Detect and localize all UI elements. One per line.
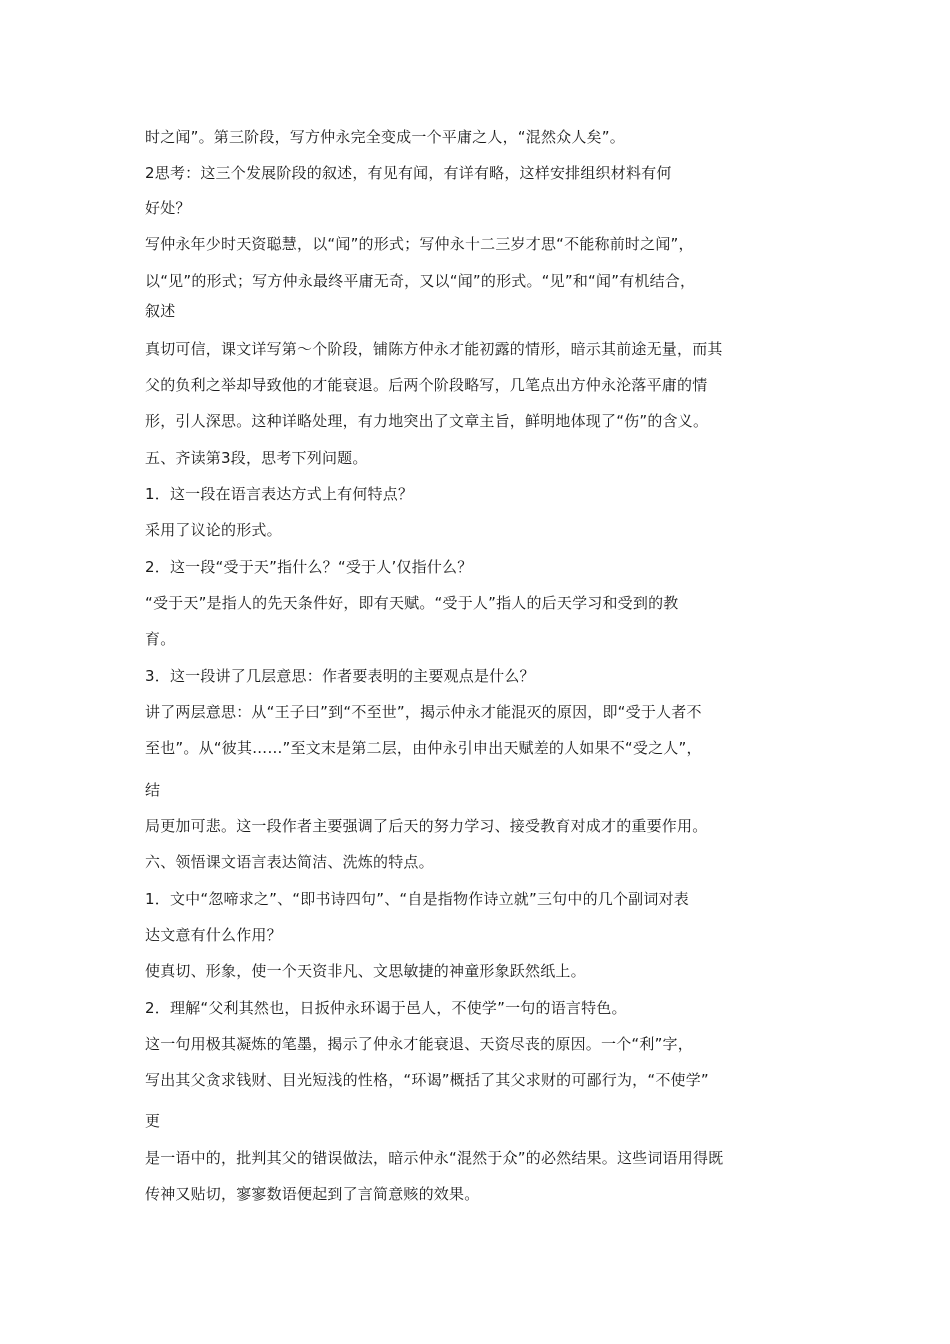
question-line: 2．这一段“受于天”指什么？“受于人’仅指什么？ bbox=[145, 558, 473, 576]
answer-line: 至也”。从“彼其……”至文末是第二层，由仲永引申出天赋差的人如果不“受之人”， bbox=[145, 739, 702, 757]
answer-line: 这一句用极其凝炼的笔墨，揭示了仲永才能衰退、天资尽丧的原因。一个“利”字， bbox=[145, 1035, 693, 1053]
answer-line: 使真切、形象，使一个天资非凡、文思敏捷的神童形象跃然纸上。 bbox=[145, 962, 586, 980]
answer-line: 结 bbox=[145, 781, 161, 799]
question-line: 3．这一段讲了几层意思：作者要表明的主要观点是什么？ bbox=[145, 667, 535, 685]
text-line: 以“见”的形式；写方仲永最终平庸无奇，又以“闻”的形式。“见”和“闻”有机结合， bbox=[145, 272, 696, 290]
text-line: 好处？ bbox=[145, 199, 191, 217]
section-heading: 六、领悟课文语言表达简洁、洗炼的特点。 bbox=[145, 853, 434, 871]
text-line: 叙述 bbox=[145, 302, 176, 320]
question-line: 2．理解“父利其然也，日扳仲永环谒于邑人，不使学”一句的语言特色。 bbox=[145, 999, 627, 1017]
question-line: 达文意有什么作用？ bbox=[145, 926, 282, 944]
answer-line: “受于天”是指人的先天条件好，即有天赋。“受于人”指人的后天学习和受到的教 bbox=[145, 594, 679, 612]
section-heading: 五、齐读第3段，思考下列问题。 bbox=[145, 449, 368, 467]
answer-line: 采用了议论的形式。 bbox=[145, 521, 282, 539]
answer-line: 传神又贴切，寥寥数语便起到了言简意赅的效果。 bbox=[145, 1185, 480, 1203]
text-line: 形，引人深思。这种详略处理，有力地突出了文章主旨，鲜明地体现了“伤”的含义。 bbox=[145, 412, 709, 430]
question-line: 1．这一段在语言表达方式上有何特点？ bbox=[145, 485, 414, 503]
question-line: 1．文中“忽啼求之”、“即书诗四句”、“自是指物作诗立就”三句中的几个副词对表 bbox=[145, 890, 689, 908]
text-line: 写仲永年少时天资聪慧，以“闻”的形式；写仲永十二三岁才思“不能称前时之闻”， bbox=[145, 235, 694, 253]
answer-line: 更 bbox=[145, 1112, 161, 1130]
answer-line: 是一语中的，批判其父的错误做法，暗示仲永“混然于众”的必然结果。这些词语用得既 bbox=[145, 1149, 724, 1167]
answer-line: 局更加可悲。这一段作者主要强调了后天的努力学习、接受教育对成才的重要作用。 bbox=[145, 817, 708, 835]
text-line: 父的负利之举却导致他的才能衰退。后两个阶段略写，几笔点出方仲永沦落平庸的情 bbox=[145, 376, 708, 394]
text-line: 真切可信，课文详写第～个阶段，铺陈方仲永才能初露的情形，暗示其前途无量，而其 bbox=[145, 340, 723, 358]
answer-line: 育。 bbox=[145, 630, 176, 648]
text-line: 2思考：这三个发展阶段的叙述，有见有闻，有详有略，这样安排组织材料有何 bbox=[145, 164, 672, 182]
answer-line: 讲了两层意思：从“王子曰”到“不至世”，揭示仲永才能混灭的原因，即“受于人者不 bbox=[145, 703, 702, 721]
answer-line: 写出其父贪求钱财、目光短浅的性格，“环谒”概括了其父求财的可鄙行为，“不使学” bbox=[145, 1071, 709, 1089]
text-line: 时之闻”。第三阶段，写方仲永完全变成一个平庸之人，“混然众人矣”。 bbox=[145, 128, 625, 146]
